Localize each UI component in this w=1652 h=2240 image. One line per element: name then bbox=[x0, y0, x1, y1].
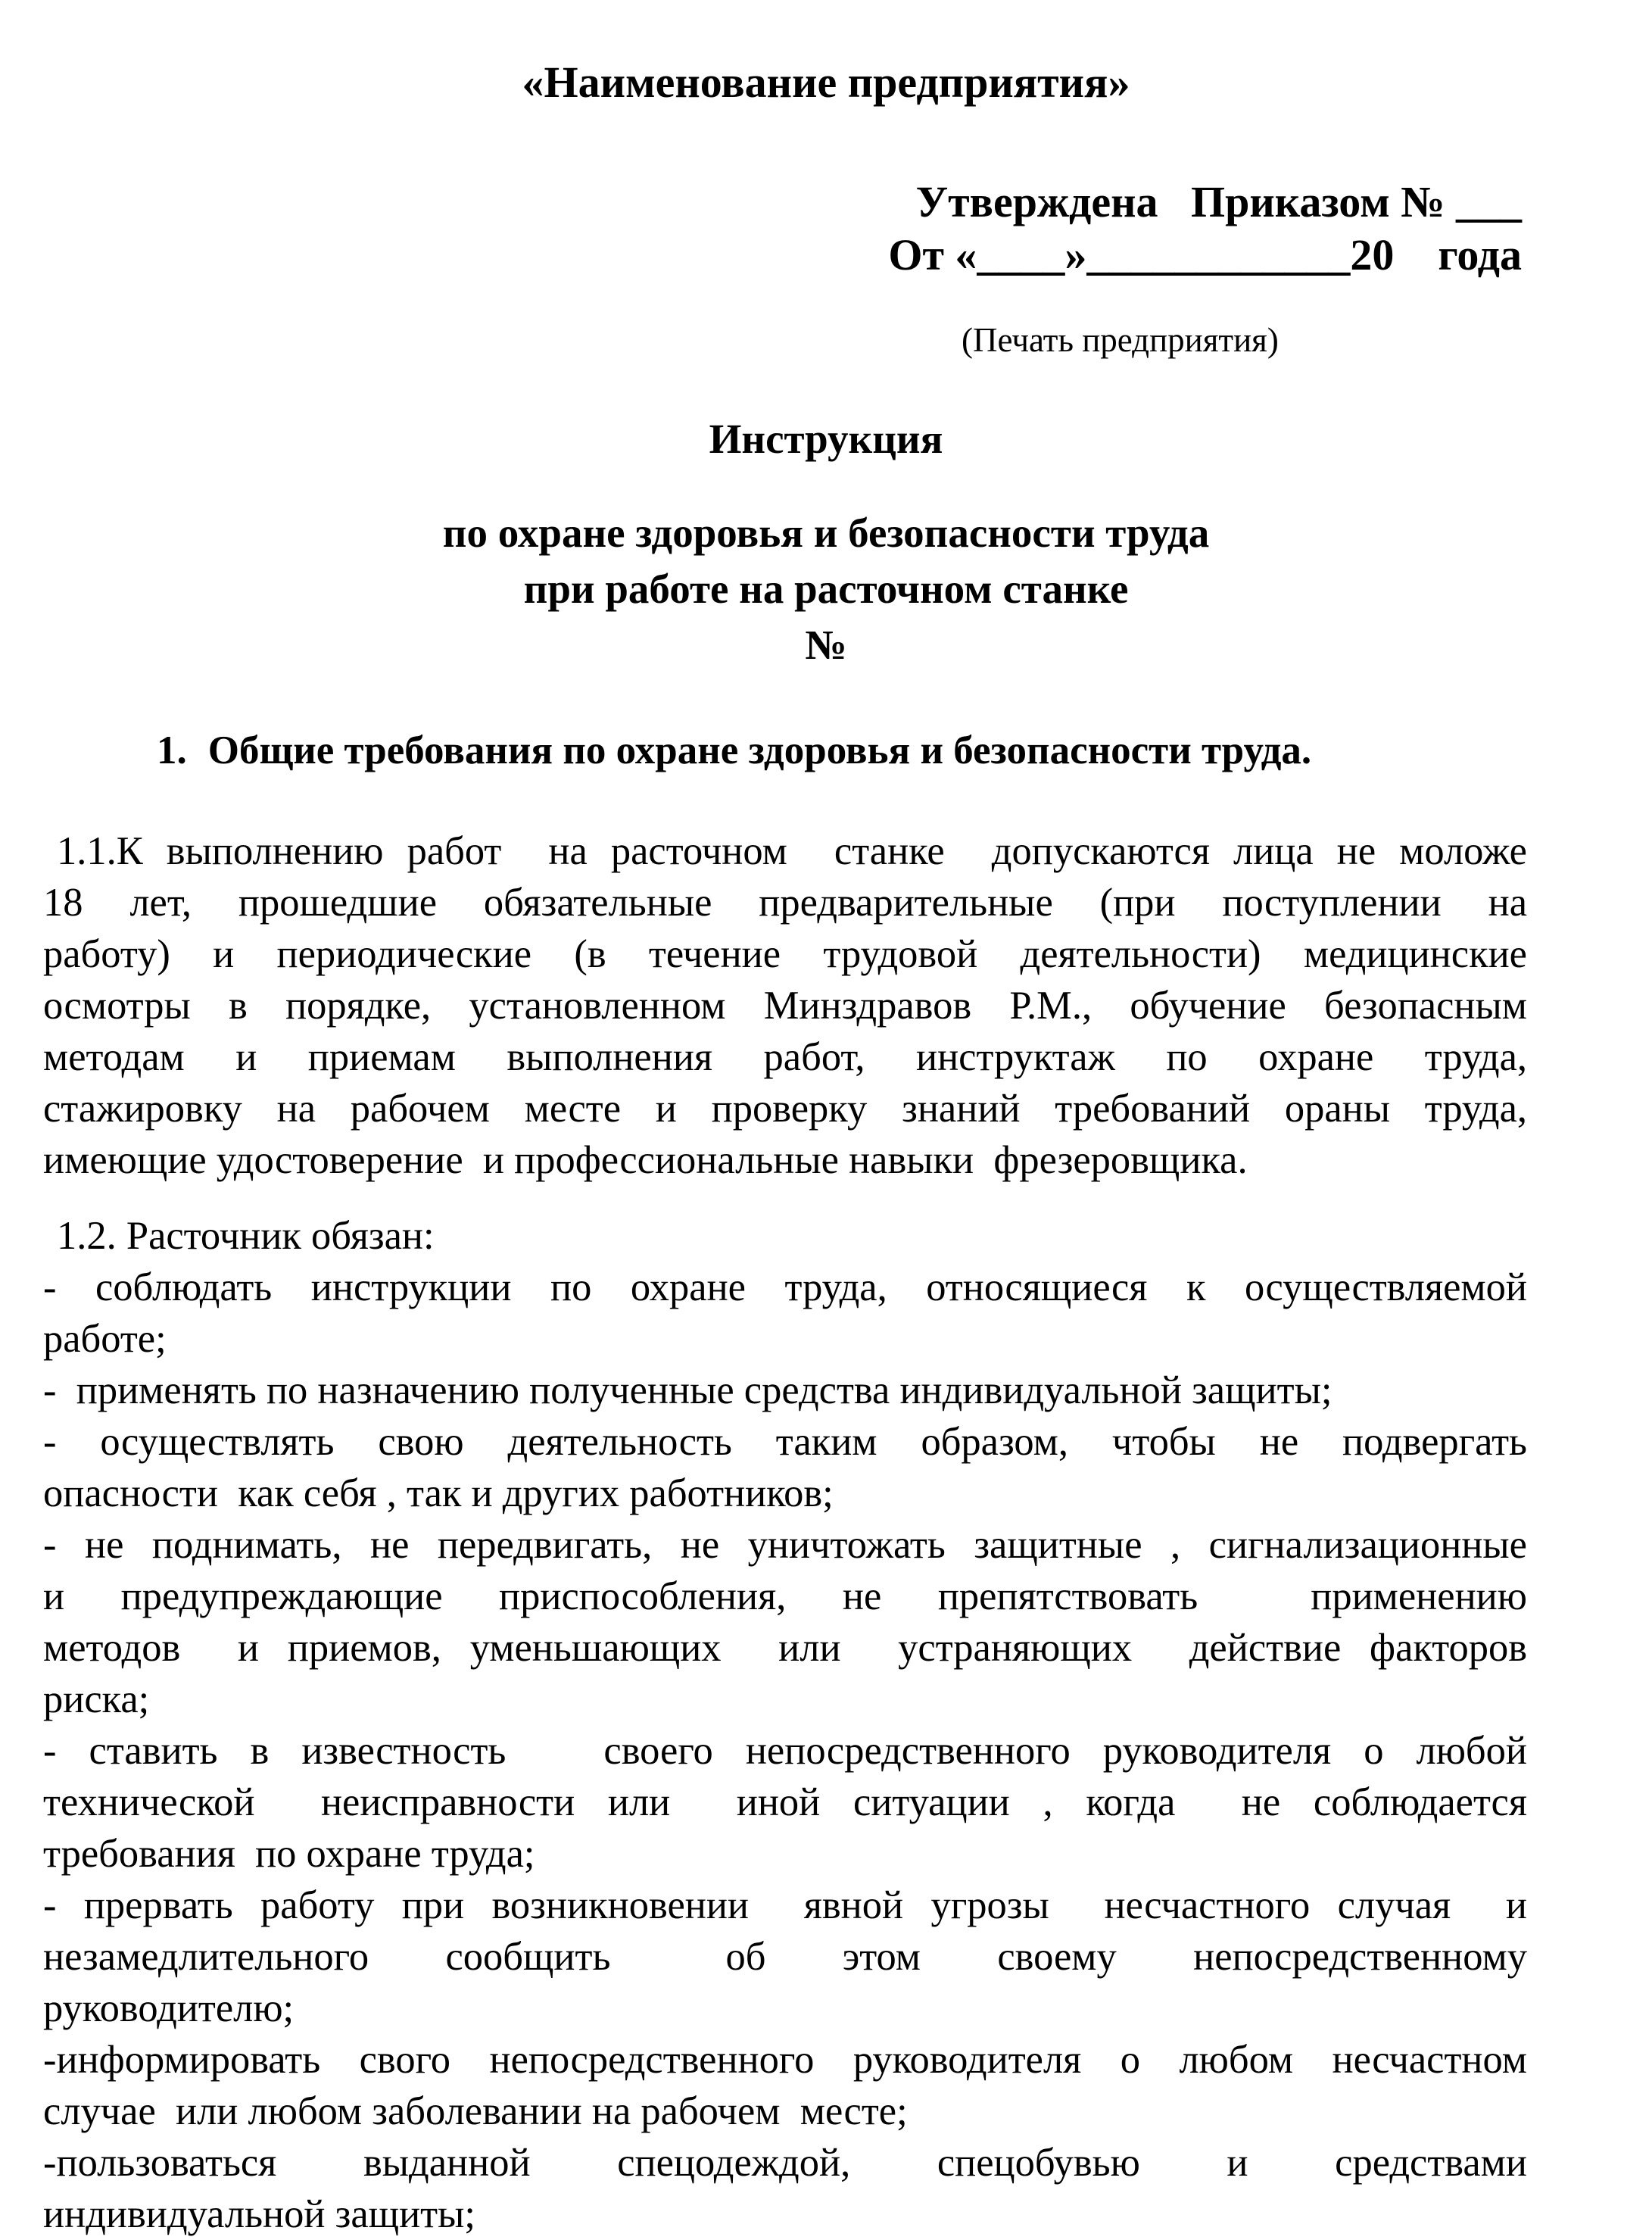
paragraph-1-1-line: методам и приемам выполнения работ, инструктаж по охране труда, bbox=[43, 1035, 1527, 1079]
subtitle-line-2: при работе на расточном станке bbox=[523, 566, 1129, 612]
section-1-body bbox=[43, 825, 1527, 2240]
duty-item-line: -пользоваться выданной спецодеждой, спецобувью и средствами bbox=[43, 2141, 1527, 2185]
duty-item-line: - осуществлять свою деятельность таким образом, чтобы не подвергать bbox=[43, 1420, 1527, 1464]
duty-item-line: риска; bbox=[43, 1677, 150, 1721]
section-1-title: Общие требования по охране здоровья и безопасности труда. bbox=[207, 728, 1312, 772]
duty-item-line: и предупреждающие приспособления, не препятствовать применению bbox=[43, 1574, 1527, 1618]
paragraph-1-1 bbox=[43, 825, 1527, 1186]
duty-item-line: индивидуальной защиты; bbox=[43, 2192, 475, 2236]
paragraph-gap bbox=[43, 1186, 1527, 1210]
instruction-number-sign: № bbox=[805, 622, 847, 668]
paragraph-1-1-line: стажировку на рабочем месте и проверку знаний требований ораны труда, bbox=[43, 1087, 1527, 1131]
section-1-heading bbox=[157, 727, 1311, 775]
duty-item-line: - применять по назначению полученные средства индивидуальной защиты; bbox=[43, 1368, 1333, 1412]
duty-item-line: - не поднимать, не передвигать, не уничтожать защитные , сигнализационные bbox=[43, 1523, 1527, 1567]
duty-item-line: работе; bbox=[43, 1317, 167, 1361]
duty-item-line: незамедлительного сообщить об этом своему непосредственному bbox=[43, 1935, 1527, 1979]
duty-item-line: - ставить в известность своего непосредственного руководителя о любой bbox=[43, 1729, 1527, 1773]
duties-list bbox=[43, 1262, 1527, 2240]
duty-item-line: - прервать работу при возникновении явной угрозы несчастного случая и bbox=[43, 1883, 1527, 1927]
duty-item-line: -информировать свого непосредственного руководителя о любом несчастном bbox=[43, 2038, 1527, 2082]
duty-item-line: - соблюдать инструкции по охране труда, относящиеся к осуществляемой bbox=[43, 1265, 1527, 1309]
duty-item-line: опасности как себя , так и других работников; bbox=[43, 1471, 834, 1515]
subtitle-line-1: по охране здоровья и безопасности труда bbox=[442, 510, 1210, 556]
paragraph-1-1-line: работу) и периодические (в течение трудовой деятельности) медицинские bbox=[43, 932, 1527, 976]
duty-item-line: требования по охране труда; bbox=[43, 1832, 535, 1876]
paragraph-1-2 bbox=[43, 1210, 1527, 1262]
paragraph-1-1-line: осмотры в порядке, установленном Минздравов Р.М., обучение безопасным bbox=[43, 984, 1527, 1028]
paragraph-1-1-line: 1.1.К выполнению работ на расточном станке допускаются лица не моложе bbox=[57, 829, 1527, 873]
approval-order-line: Утверждена Приказом № ___ bbox=[915, 177, 1522, 226]
section-1-number: 1. bbox=[157, 728, 187, 772]
paragraph-1-1-line: 18 лет, прошедшие обязательные предварительные (при поступлении на bbox=[43, 881, 1527, 925]
organization-name: «Наименование предприятия» bbox=[522, 58, 1130, 107]
paragraph-1-1-line: имеющие удостоверение и профессиональные навыки фрезеровщика. bbox=[43, 1138, 1248, 1182]
duty-item-line: технической неисправности или иной ситуации , когда не соблюдается bbox=[43, 1780, 1527, 1824]
paragraph-1-2-intro: 1.2. Расточник обязан: bbox=[57, 1214, 435, 1258]
duty-item-line: руководителю; bbox=[43, 1986, 295, 2030]
document-subtitle bbox=[0, 505, 1652, 673]
approval-date-line: От «____»____________20 года bbox=[888, 230, 1522, 279]
stamp-note: (Печать предприятия) bbox=[962, 321, 1279, 359]
duty-item-line: случае или любом заболевании на рабочем месте; bbox=[43, 2089, 908, 2133]
document-title: Инструкция bbox=[709, 416, 943, 462]
duty-item-line: методов и приемов, уменьшающих или устраняющих действие факторов bbox=[43, 1626, 1527, 1670]
approval-block bbox=[888, 176, 1522, 282]
